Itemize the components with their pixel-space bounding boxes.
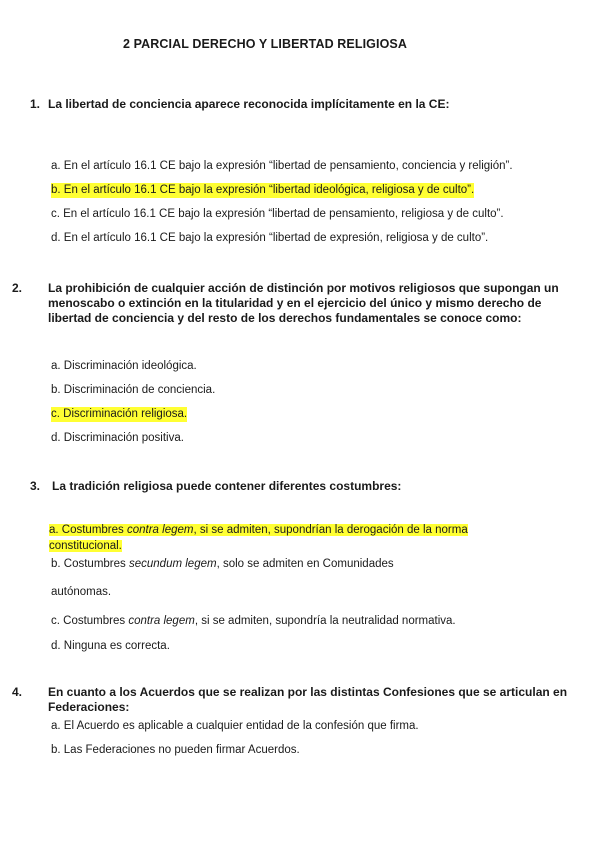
question-4 <box>12 685 568 715</box>
q3-a-suffix: , si se admiten, supondrían la derogación de la norma <box>193 524 468 536</box>
question-2 <box>12 281 568 326</box>
question-text: La libertad de conciencia aparece reconocida implícitamente en la CE: <box>48 97 450 111</box>
q2-option-a: a. Discriminación ideológica. <box>51 360 197 372</box>
q3-a-prefix: a. Costumbres <box>49 524 127 536</box>
question-text: La prohibición de cualquier acción de distinción por motivos religiosos que supongan un menoscabo o extinción en la titularidad y en el ejercicio del único y mismo derecho de libertad de conciencia y del resto de los derechos fundamentales se conoce como: <box>48 281 559 325</box>
q2-option-b: b. Discriminación de conciencia. <box>51 384 216 396</box>
q1-option-b-highlighted: b. En el artículo 16.1 CE bajo la expresión “libertad ideológica, religiosa y de culto”. <box>51 184 475 196</box>
question-text: En cuanto a los Acuerdos que se realizan por las distintas Confesiones que se articulan en Federaciones: <box>48 685 568 714</box>
q4-option-a: a. El Acuerdo es aplicable a cualquier entidad de la confesión que firma. <box>51 720 419 732</box>
q3-option-c <box>51 614 456 629</box>
q3-b-prefix: b. Costumbres <box>51 558 129 570</box>
q3-c-latin: contra legem <box>128 615 195 627</box>
q3-option-b-continued: autónomas. <box>51 586 112 598</box>
question-number: 1. <box>30 97 41 111</box>
page-title: 2 PARCIAL DERECHO Y LIBERTAD RELIGIOSA <box>123 37 407 51</box>
q3-c-prefix: c. Costumbres <box>51 615 129 627</box>
q3-b-latin: secundum legem <box>128 558 217 570</box>
q3-option-a-highlighted <box>49 523 468 538</box>
q3-a-suffix-line2: constitucional. <box>49 540 122 552</box>
question-1 <box>30 97 570 112</box>
q2-option-c-highlighted: c. Discriminación religiosa. <box>51 408 188 420</box>
q3-option-a-continued <box>49 539 122 554</box>
q1-option-c: c. En el artículo 16.1 CE bajo la expresión “libertad de pensamiento, religiosa y de culto”. <box>51 208 504 220</box>
q1-option-a: a. En el artículo 16.1 CE bajo la expresión “libertad de pensamiento, conciencia y religión”. <box>51 160 513 172</box>
question-3 <box>30 479 570 494</box>
q3-b-suffix: , solo se admiten en Comunidades <box>216 558 394 570</box>
q1-option-d: d. En el artículo 16.1 CE bajo la expresión “libertad de expresión, religiosa y de culto”. <box>51 232 489 244</box>
question-number: 4. <box>12 685 23 699</box>
question-number: 2. <box>12 281 23 295</box>
q3-c-suffix: , si se admiten, supondría la neutralidad normativa. <box>194 615 456 627</box>
q3-option-b <box>51 557 394 572</box>
q4-option-b: b. Las Federaciones no pueden firmar Acuerdos. <box>51 744 300 756</box>
q3-a-latin: contra legem <box>126 524 194 536</box>
q3-option-d: d. Ninguna es correcta. <box>51 640 170 652</box>
q2-option-d: d. Discriminación positiva. <box>51 432 184 444</box>
question-text: La tradición religiosa puede contener diferentes costumbres: <box>52 479 402 493</box>
question-number: 3. <box>30 479 41 493</box>
